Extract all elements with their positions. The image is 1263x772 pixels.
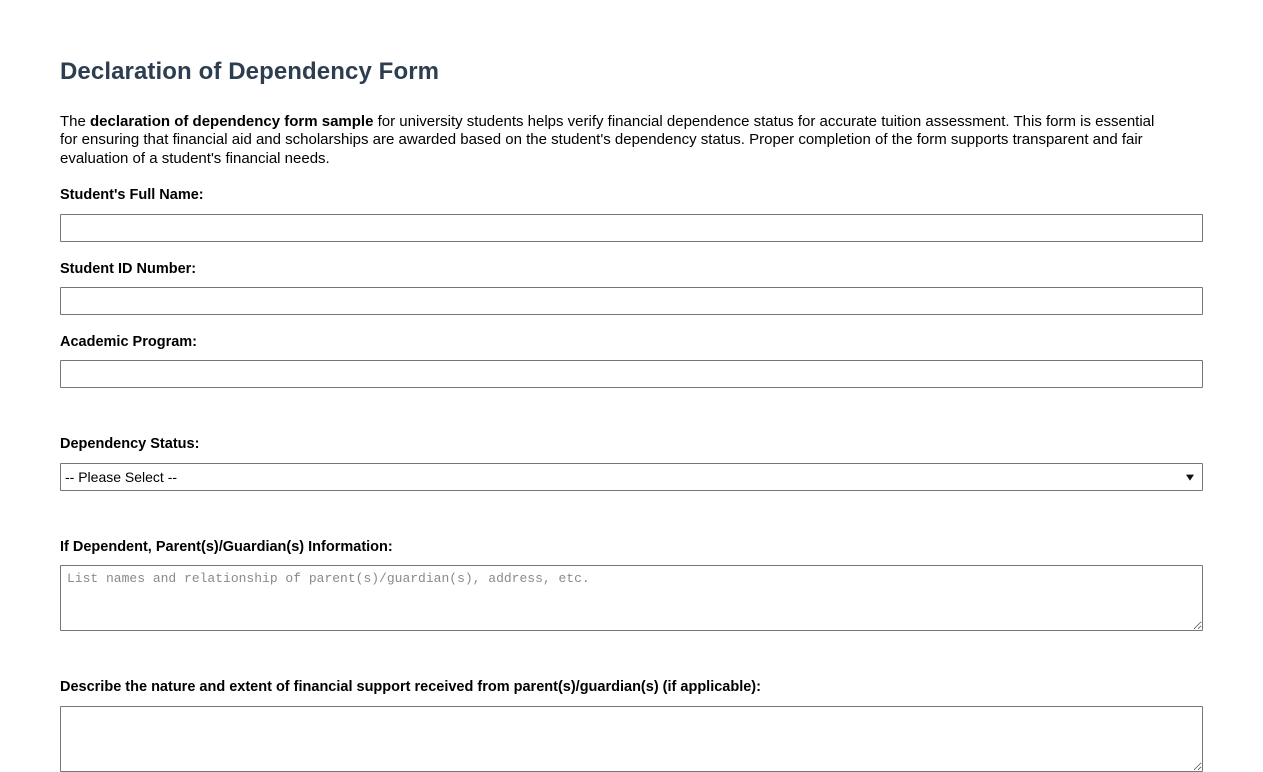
field-group-parent-info (60, 491, 1203, 631)
dependency-status-select[interactable] (60, 463, 1203, 491)
field-group-academic-program (60, 315, 1203, 388)
field-group-student-id (60, 242, 1203, 315)
parent-info-textarea[interactable] (60, 565, 1203, 631)
page-title: Declaration of Dependency Form (60, 58, 440, 85)
parent-info-label: If Dependent, Parent(s)/Guardian(s) Information: (60, 538, 393, 555)
student-name-label: Student's Full Name: (60, 187, 204, 204)
field-group-dependency-status (60, 388, 1203, 490)
intro-paragraph (60, 87, 1165, 169)
dependency-status-select-wrap (60, 463, 1203, 491)
financial-support-textarea[interactable] (60, 706, 1203, 772)
intro-bold-phrase: declaration of dependency form sample (90, 112, 374, 130)
intro-text-before: The (60, 112, 91, 130)
intro-text-after: for university students helps verify financial dependence status for accurate tuition assessment. This form is essential for ensuring that financial aid and scholarships are awarded based on the student's dependency status. Proper completion of the form supports transparent and fair evaluation of a student's financial needs. (60, 112, 1155, 167)
student-name-input[interactable] (60, 214, 1203, 242)
field-group-financial-support (60, 631, 1203, 771)
dependency-status-label: Dependency Status: (60, 436, 200, 453)
financial-support-label: Describe the nature and extent of financial support received from parent(s)/guardian(s) (if applicable): (60, 679, 761, 696)
field-group-student-name (60, 168, 1203, 241)
academic-program-input[interactable] (60, 360, 1203, 388)
academic-program-label: Academic Program: (60, 334, 197, 351)
student-id-label: Student ID Number: (60, 260, 197, 277)
student-id-input[interactable] (60, 287, 1203, 315)
